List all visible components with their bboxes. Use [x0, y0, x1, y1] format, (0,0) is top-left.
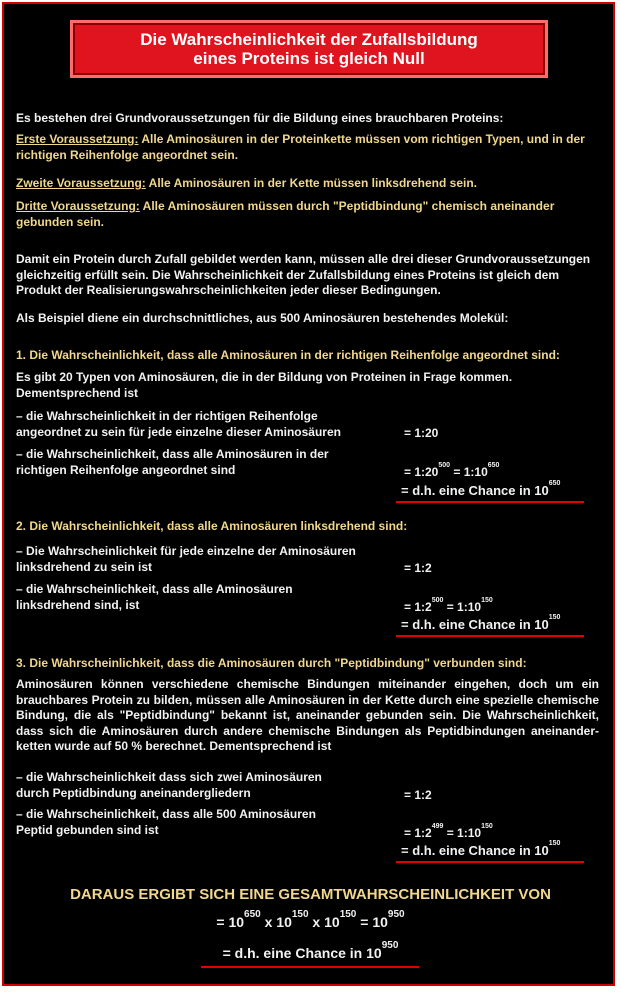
title-line-1: Die Wahrscheinlichkeit der Zufallsbildung [140, 30, 478, 49]
premise-1-label: Erste Voraussetzung: [16, 132, 139, 146]
premise-1 [16, 132, 601, 163]
intro-text: Es bestehen drei Grundvoraussetzungen für die Bildung eines brauchbaren Proteins: [16, 111, 504, 125]
section-1-underline [396, 501, 584, 503]
section-2-heading: 2. Die Wahrscheinlichkeit, dass alle Aminosäuren linksdrehend sind: [16, 519, 408, 533]
section-3-text: Aminosäuren können verschiedene chemische Bindungen miteinander eingehen, doch um ein brauchbares Protein zu bilden, müssen alle Aminosäuren in der Kette durch eine spezielle chemische Bindung, die als "Peptidbindung" bekannt ist, aneinander gebunden sein. Die Wahrscheinlichkeit, dass sich die Aminosäuren durch andere chemische Bindungen als Peptidbindungen aneinander-ketten wurde auf 50 % berechnet. Dementsprechend ist [16, 677, 599, 753]
section-2-underline [396, 635, 584, 637]
section-1-value-1: = 1:20 [404, 426, 439, 440]
section-2-value-2: = $1:2^{500}$ = $1:10^{150}$ [404, 597, 493, 614]
paragraph-2: Als Beispiel diene ein durchschnittliches, aus 500 Aminosäuren bestehendes Molekül: [16, 311, 509, 325]
premise-3-label: Dritte Voraussetzung: [16, 199, 140, 213]
premise-3 [16, 199, 591, 230]
final-heading: DARAUS ERGIBT SICH EINE GESAMTWAHRSCHEINLICHKEIT VON [70, 886, 551, 903]
section-1-text: Es gibt 20 Typen von Aminosäuren, die in der Bildung von Proteinen in Frage kommen. Dementsprechend ist [16, 370, 513, 400]
section-3-item-2: – die Wahrscheinlichkeit, dass alle 500 Aminosäuren Peptid gebunden sind ist [16, 807, 316, 837]
premise-3-text: Alle Aminosäuren müssen durch "Peptidbindung" chemisch aneinander gebunden sein. [16, 199, 555, 229]
section-1-item-2: – die Wahrscheinlichkeit, dass alle Aminosäuren in der richtigen Reihenfolge angeordnet sind [16, 447, 329, 477]
premise-2 [16, 176, 477, 192]
section-1-chance: = d.h. eine Chance in $10^{650}$ [401, 480, 561, 498]
title-banner [70, 20, 548, 78]
premise-1-text: Alle Aminosäuren in der Proteinkette müssen vom richtigen Typen, und in der richtigen Reihenfolge angeordnet sein. [16, 132, 585, 162]
section-1-value-2: = $1:20^{500}$ = $1:10^{650}$ [404, 462, 500, 479]
section-1-heading: 1. Die Wahrscheinlichkeit, dass alle Aminosäuren in der richtigen Reihenfolge angeordnet sind: [16, 348, 560, 362]
section-2-value-1: = 1:2 [404, 561, 432, 575]
section-2-chance: = d.h. eine Chance in $10^{150}$ [401, 614, 561, 632]
final-underline [201, 966, 419, 968]
final-chance: = d.h. eine Chance in $10^{950}$ [222, 940, 399, 961]
section-2-item-1: – Die Wahrscheinlichkeit für jede einzelne der Aminosäuren linksdrehend zu sein ist [16, 544, 356, 574]
section-3-heading: 3. Die Wahrscheinlichkeit, dass die Aminosäuren durch "Peptidbindung" verbunden sind: [16, 656, 527, 670]
paragraph-1: Damit ein Protein durch Zufall gebildet werden kann, müssen alle drei dieser Grundvoraussetzungen gleichzeitig erfüllt sein. Die Wahrscheinlichkeit der Zufallsbildung eines Proteins ist gleich dem Produkt der Realisierungswahrscheinlichkeiten jeder dieser Bedingungen. [16, 252, 591, 297]
section-2-item-2: – die Wahrscheinlichkeit, dass alle Aminosäuren linksdrehend sind, ist [16, 582, 293, 612]
section-3-item-1: – die Wahrscheinlichkeit dass sich zwei Aminosäuren durch Peptidbindung aneinandergliedern [16, 770, 322, 800]
section-3-chance: = d.h. eine Chance in $10^{150}$ [401, 840, 561, 858]
premise-2-text: Alle Aminosäuren in der Kette müssen linksdrehend sein. [145, 176, 477, 190]
section-3-value-2: = $1:2^{499}$ = $1:10^{150}$ [404, 823, 493, 840]
section-1-item-1: – die Wahrscheinlichkeit in der richtigen Reihenfolge angeordnet zu sein für jede einzelne dieser Aminosäuren [16, 409, 341, 439]
final-equation: = $10^{650}$ x $10^{150}$ x $10^{150} = 10^{950}$ [216, 909, 405, 930]
premise-2-label: Zweite Voraussetzung: [16, 176, 146, 190]
section-3-underline [396, 861, 584, 863]
section-3-value-1: = 1:2 [404, 788, 432, 802]
title-line-2: eines Proteins ist gleich Null [193, 49, 425, 68]
page-frame [2, 2, 615, 986]
